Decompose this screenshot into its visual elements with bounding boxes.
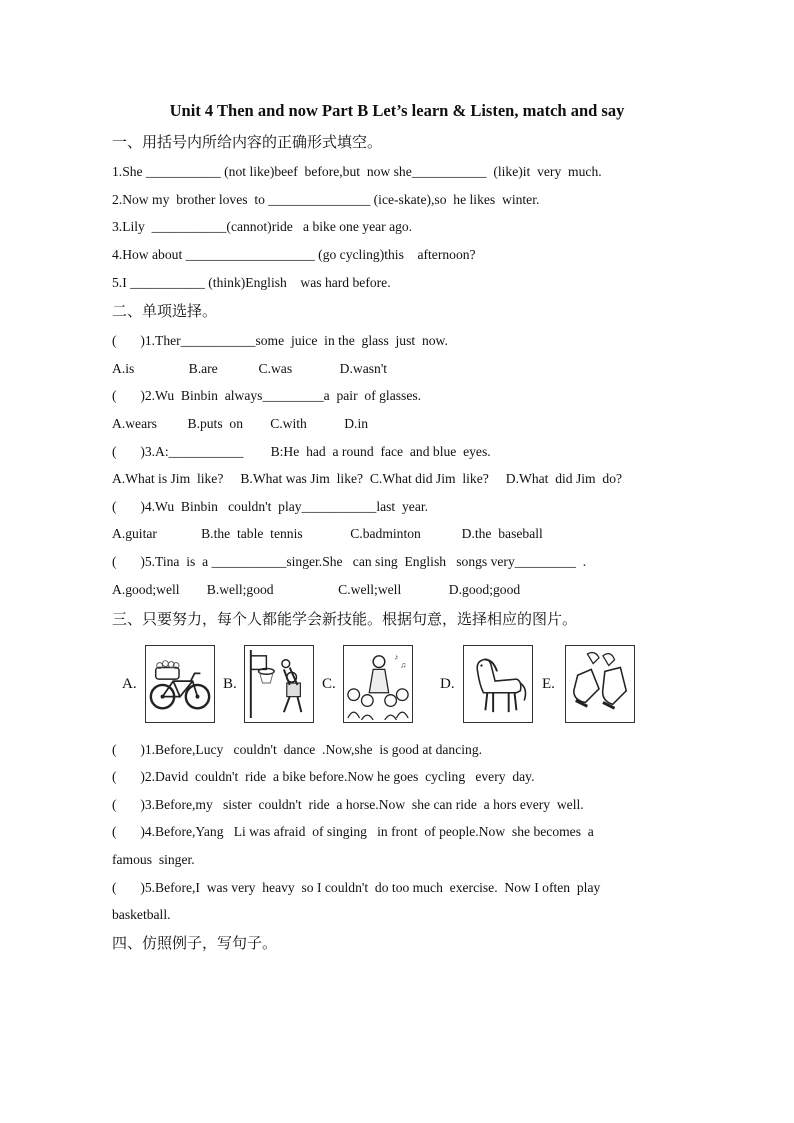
picture-label-e: E. — [542, 676, 555, 692]
svg-text:♪: ♪ — [394, 652, 399, 662]
basketball-player-icon — [244, 645, 314, 723]
section1-item-1: 1.She ___________ (not like)beef before,but now she___________ (like)it very much. — [112, 164, 602, 179]
section2-question-2: ( )2.Wu Binbin always_________a pair of glasses. — [112, 388, 422, 403]
section2-options-3: A.What is Jim like? B.What was Jim like? C.What did Jim like? D.What did Jim do? — [112, 471, 623, 486]
picture-label-d: D. — [440, 676, 455, 692]
section3-item-5-continued: basketball. — [112, 907, 171, 922]
bicycle-icon — [145, 645, 215, 723]
section3-item-4-continued: famous singer. — [112, 852, 195, 867]
section4-heading: 四、仿照例子，写句子。 — [112, 934, 278, 952]
section1-item-4: 4.How about ___________________ (go cycling)this afternoon? — [112, 247, 476, 262]
section1-heading: 一、用括号内所给内容的正确形式填空。 — [112, 133, 383, 151]
section3-item-5: ( )5.Before,I was very heavy so I couldn't do too much exercise. Now I often play — [112, 880, 601, 895]
section1-item-3: 3.Lily ___________(cannot)ride a bike one year ago. — [112, 219, 413, 234]
singer-audience-icon — [343, 645, 413, 723]
picture-label-a: A. — [122, 676, 137, 692]
section2-options-5: A.good;well B.well;good C.well;well D.good;good — [112, 582, 521, 597]
section2-heading: 二、单项选择。 — [112, 302, 218, 320]
section2-question-3: ( )3.A:___________ B:He had a round face and blue eyes. — [112, 444, 491, 459]
section3-item-3: ( )3.Before,my sister couldn't ride a horse.Now she can ride a hors every well. — [112, 797, 584, 812]
section2-question-5: ( )5.Tina is a ___________singer.She can sing English songs very_________ . — [112, 554, 587, 569]
section3-item-1: ( )1.Before,Lucy couldn't dance .Now,she is good at dancing. — [112, 742, 483, 757]
section1-item-5: 5.I ___________ (think)English was hard before. — [112, 275, 391, 290]
picture-label-b: B. — [223, 676, 237, 692]
section1-item-2: 2.Now my brother loves to _______________ (ice-skate),so he likes winter. — [112, 192, 540, 207]
section2-question-1: ( )1.Ther___________some juice in the glass just now. — [112, 333, 448, 348]
section3-item-4: ( )4.Before,Yang Li was afraid of singing in front of people.Now she becomes a — [112, 824, 594, 839]
section2-options-1: A.is B.are C.was D.wasn't — [112, 361, 388, 376]
section2-options-2: A.wears B.puts on C.with D.in — [112, 416, 369, 431]
section3-heading: 三、只要努力，每个人都能学会新技能。根据句意，选择相应的图片。 — [112, 610, 578, 628]
horse-icon — [463, 645, 533, 723]
section2-question-4: ( )4.Wu Binbin couldn't play___________last year. — [112, 499, 429, 514]
picture-label-c: C. — [322, 676, 336, 692]
section3-item-2: ( )2.David couldn't ride a bike before.Now he goes cycling every day. — [112, 769, 535, 784]
section2-options-4: A.guitar B.the table tennis C.badminton D.the baseball — [112, 526, 543, 541]
svg-text:♫: ♫ — [400, 660, 407, 670]
roller-skates-icon — [565, 645, 635, 723]
page-title: Unit 4 Then and now Part B Let’s learn & Listen, match and say — [169, 101, 625, 120]
